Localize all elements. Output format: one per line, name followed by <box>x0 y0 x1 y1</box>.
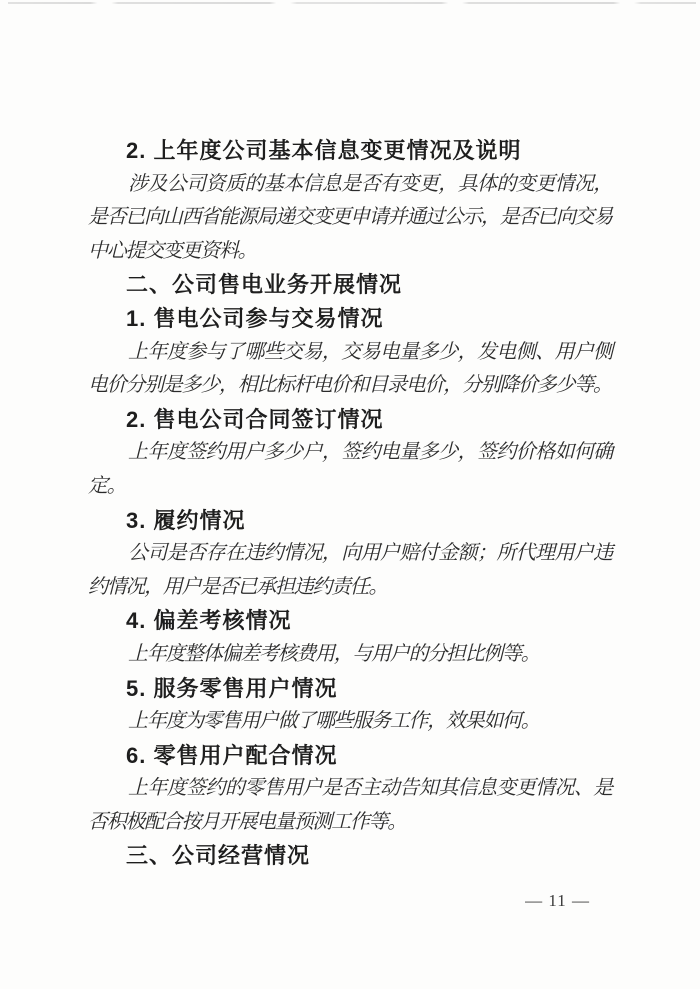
body-paragraph: 涉及公司资质的基本信息是否有变更，具体的变更情况，是否已向山西省能源局递交变更申请并通过公示，是否已向交易中心提交变更资料。 <box>88 172 612 262</box>
section-heading-sales-business: 二、公司售电业务开展情况 <box>126 272 403 298</box>
sub-heading-deviation-check: 4. 偏差考核情况 <box>126 608 292 634</box>
body-paragraph: 上年度签约用户多少户，签约电量多少，签约价格如何确定。 <box>88 441 612 497</box>
body-paragraph: 上年度整体偏差考核费用，与用户的分担比例等。 <box>128 642 540 665</box>
scan-artifact-line <box>8 2 696 4</box>
body-paragraph: 上年度为零售用户做了哪些服务工作，效果如何。 <box>128 710 540 733</box>
document-body <box>88 134 612 873</box>
body-paragraph: 上年度签约的零售用户是否主动告知其信息变更情况、是否积极配合按月开展电量预测工作等。 <box>88 777 612 833</box>
sub-heading-performance: 3. 履约情况 <box>126 507 246 533</box>
body-paragraph: 公司是否存在违约情况，向用户赔付金额；所代理用户违约情况，用户是否已承担违约责任。 <box>88 542 612 598</box>
sub-heading-basic-info-change: 2. 上年度公司基本信息变更情况及说明 <box>126 138 522 163</box>
sub-heading-trade-participation: 1. 售电公司参与交易情况 <box>126 305 384 331</box>
sub-heading-contract-signing: 2. 售电公司合同签订情况 <box>126 406 384 432</box>
sub-heading-retail-service: 5. 服务零售用户情况 <box>126 675 338 701</box>
page-number: — 11 — <box>525 891 590 910</box>
body-paragraph: 上年度参与了哪些交易，交易电量多少，发电侧、用户侧电价分别是多少，相比标杆电价和目录电价，分别降价多少等。 <box>88 340 612 397</box>
section-heading-operations: 三、公司经营情况 <box>126 843 311 869</box>
sub-heading-retail-cooperation: 6. 零售用户配合情况 <box>126 742 338 768</box>
